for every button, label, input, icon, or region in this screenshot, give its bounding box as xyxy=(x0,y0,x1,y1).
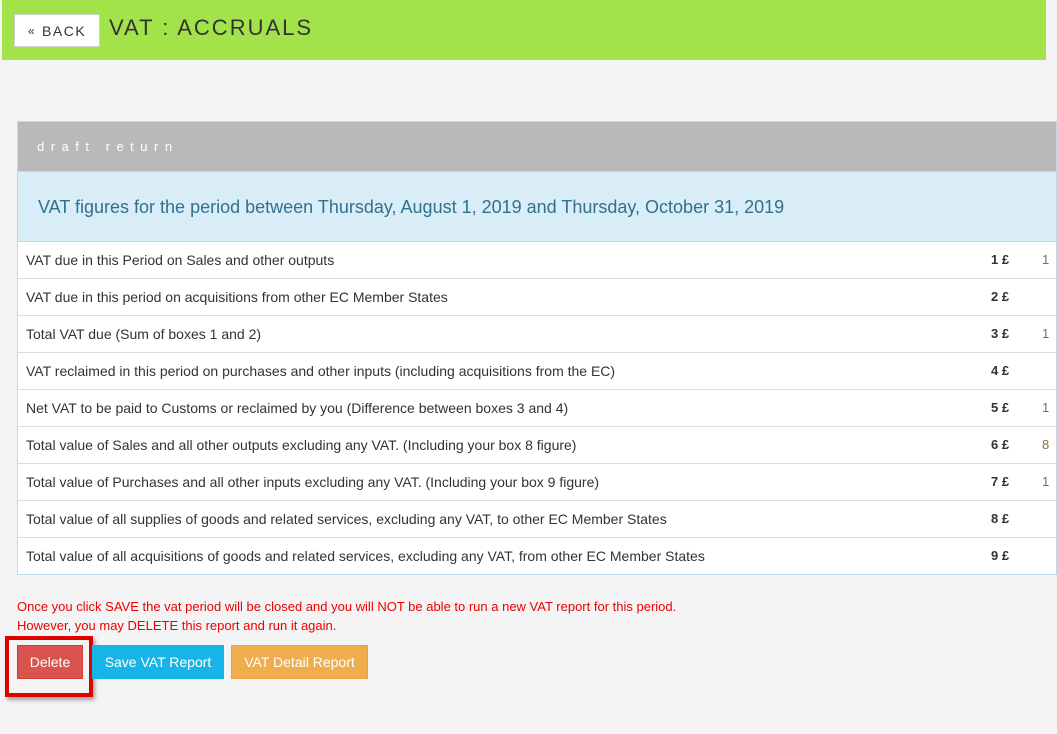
vat-box-description: Total value of Sales and all other outputs excluding any VAT. (Including your box 8 figure) xyxy=(26,437,577,453)
vat-box-number: 8 £ xyxy=(991,511,1010,526)
vat-box-number: 4 £ xyxy=(991,363,1010,378)
back-button[interactable] xyxy=(14,14,100,47)
vat-return-panel xyxy=(17,121,1057,575)
warning-line-2: However, you may DELETE this report and run it again. xyxy=(17,618,337,633)
vat-box-row xyxy=(18,390,1056,427)
vat-box-row xyxy=(18,501,1056,538)
double-chevron-left-icon: « xyxy=(27,23,37,38)
vat-box-number: 3 £ xyxy=(991,326,1010,341)
vat-box-amount: 1 xyxy=(1042,474,1050,489)
vat-box-row xyxy=(18,316,1056,353)
page-title: VAT : ACCRUALS xyxy=(109,15,314,40)
vat-box-amount: 1 xyxy=(1042,252,1050,267)
vat-box-amount: 1 xyxy=(1042,400,1050,415)
panel-heading: draft return xyxy=(18,122,1056,171)
vat-detail-report-button[interactable]: VAT Detail Report xyxy=(231,645,368,679)
vat-box-row xyxy=(18,242,1056,279)
delete-button[interactable]: Delete xyxy=(17,645,83,679)
vat-box-row xyxy=(18,279,1056,316)
vat-box-number: 5 £ xyxy=(991,400,1010,415)
vat-box-number: 1 £ xyxy=(991,252,1010,267)
save-warning xyxy=(17,597,676,635)
vat-box-description: Net VAT to be paid to Customs or reclaimed by you (Difference between boxes 3 and 4) xyxy=(26,400,569,416)
period-description: VAT figures for the period between Thursday, August 1, 2019 and Thursday, October 31, 2019 xyxy=(18,171,1056,242)
vat-box-amount: 8 xyxy=(1042,437,1050,452)
vat-box-number: 7 £ xyxy=(991,474,1010,489)
vat-box-row xyxy=(18,353,1056,390)
vat-box-number: 9 £ xyxy=(991,548,1010,563)
back-button-label: BACK xyxy=(42,22,87,39)
warning-line-1: Once you click SAVE the vat period will be closed and you will NOT be able to run a new VAT report for this period. xyxy=(17,599,677,614)
vat-box-row xyxy=(18,427,1056,464)
vat-box-description: Total VAT due (Sum of boxes 1 and 2) xyxy=(26,326,262,342)
vat-box-amount: 1 xyxy=(1042,326,1050,341)
top-bar xyxy=(2,0,1046,60)
vat-box-description: Total value of all supplies of goods and related services, excluding any VAT, to other EC Member States xyxy=(26,511,667,527)
vat-box-number: 6 £ xyxy=(991,437,1010,452)
vat-box-row xyxy=(18,538,1056,575)
vat-box-number: 2 £ xyxy=(991,289,1010,304)
save-vat-report-button[interactable]: Save VAT Report xyxy=(92,645,224,679)
vat-box-row xyxy=(18,464,1056,501)
vat-box-description: VAT due in this Period on Sales and other outputs xyxy=(26,252,335,268)
vat-box-list xyxy=(18,242,1056,575)
vat-box-description: VAT reclaimed in this period on purchases and other inputs (including acquisitions from the EC) xyxy=(26,363,616,379)
vat-box-description: VAT due in this period on acquisitions from other EC Member States xyxy=(26,289,448,305)
vat-box-description: Total value of Purchases and all other inputs excluding any VAT. (Including your box 9 figure) xyxy=(26,474,600,490)
vat-box-description: Total value of all acquisitions of goods and related services, excluding any VAT, from other EC Member States xyxy=(26,548,705,564)
